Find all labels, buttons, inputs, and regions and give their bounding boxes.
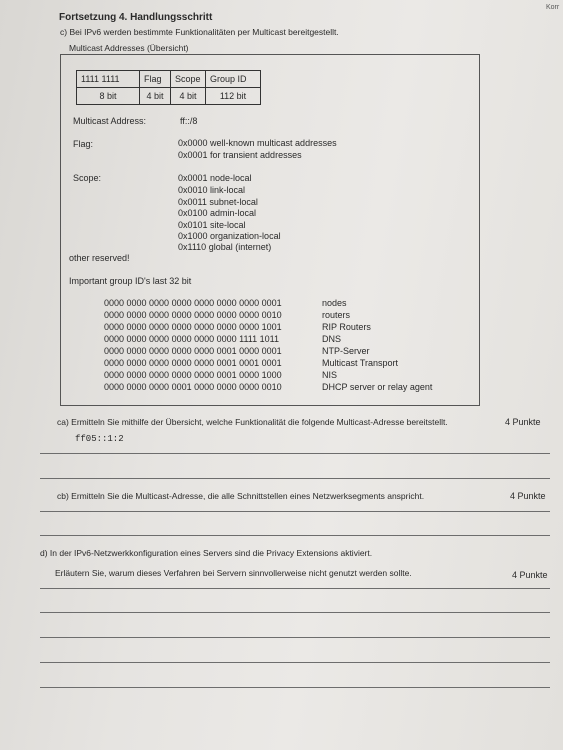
question-d-points: 4 Punkte: [512, 570, 548, 580]
group-row-bits: 0000 0000 0000 0000 0000 0000 0000 0010: [104, 310, 282, 320]
answer-line[interactable]: [40, 662, 550, 663]
answer-line[interactable]: [40, 478, 550, 479]
question-d-subtask: Erläutern Sie, warum dieses Verfahren bei Servern sinnvollerweise nicht genutzt werden sollte.: [55, 568, 412, 578]
group-row-name: routers: [322, 310, 351, 320]
group-row-name: Multicast Transport: [322, 358, 399, 368]
group-row-bits: 0000 0000 0000 0001 0000 0000 0000 0010: [104, 382, 282, 392]
answer-line[interactable]: [40, 511, 550, 512]
group-row-bits: 0000 0000 0000 0000 0000 0001 0000 1000: [104, 370, 282, 380]
scope-value: 0x1110 global (internet): [178, 242, 272, 252]
multicast-address-label: Multicast Address:: [73, 116, 147, 126]
scope-value: 0x0100 admin-local: [178, 208, 257, 218]
answer-line[interactable]: [40, 588, 550, 589]
overview-title: Multicast Addresses (Übersicht): [69, 43, 189, 53]
table-cell: 4 bit: [171, 88, 206, 105]
flag-value: 0x0000 well-known multicast addresses: [178, 138, 337, 148]
table-cell: Group ID: [206, 71, 261, 88]
group-id-title: Important group ID's last 32 bit: [69, 276, 192, 286]
margin-note: Korr: [546, 4, 560, 11]
question-ca-points: 4 Punkte: [505, 417, 541, 427]
multicast-address-value: ff::/8: [180, 116, 198, 126]
answer-line[interactable]: [40, 535, 550, 536]
table-row: [77, 71, 261, 88]
question-ca: ca) Ermitteln Sie mithilfe der Übersicht, welche Funktionalität die folgende Multicast-Adresse bereitstellt.: [57, 417, 448, 427]
group-row-bits: 0000 0000 0000 0000 0000 0001 0001 0001: [104, 358, 282, 368]
answer-line[interactable]: [40, 612, 550, 613]
question-cb: cb) Ermitteln Sie die Multicast-Adresse, die alle Schnittstellen eines Netzwerksegments anspricht.: [57, 491, 425, 501]
answer-line[interactable]: [40, 687, 550, 688]
table-cell: 1111 1111: [77, 71, 140, 88]
other-reserved-note: other reserved!: [69, 253, 130, 263]
question-cb-points: 4 Punkte: [510, 491, 546, 501]
scope-value: 0x0010 link-local: [178, 185, 246, 195]
flag-label: Flag:: [73, 139, 94, 149]
answer-line[interactable]: [40, 637, 550, 638]
address-format-table: [76, 70, 261, 105]
group-row-name: DNS: [322, 334, 342, 344]
scope-value: 0x0011 subnet-local: [178, 197, 258, 207]
group-row-bits: 0000 0000 0000 0000 0000 0000 0000 0001: [104, 298, 282, 308]
scope-label: Scope:: [73, 173, 102, 183]
group-row-name: DHCP server or relay agent: [322, 382, 433, 392]
table-cell: Flag: [140, 71, 171, 88]
question-ca-address: ff05::1:2: [75, 434, 124, 444]
group-row-name: nodes: [322, 298, 347, 308]
table-cell: 112 bit: [206, 88, 261, 105]
group-row-name: RIP Routers: [322, 322, 371, 332]
group-row-bits: 0000 0000 0000 0000 0000 0001 0000 0001: [104, 346, 282, 356]
group-row-name: NTP-Server: [322, 346, 370, 356]
table-cell: 4 bit: [140, 88, 171, 105]
page-heading: Fortsetzung 4. Handlungsschritt: [59, 12, 213, 23]
answer-line[interactable]: [40, 453, 550, 454]
scope-value: 0x1000 organization-local: [178, 231, 281, 241]
question-d: d) In der IPv6-Netzwerkkonfiguration eines Servers sind die Privacy Extensions aktiviert.: [40, 548, 373, 558]
table-cell: 8 bit: [77, 88, 140, 105]
table-row: [77, 88, 261, 105]
group-row-bits: 0000 0000 0000 0000 0000 0000 0000 1001: [104, 322, 282, 332]
table-cell: Scope: [171, 71, 206, 88]
flag-value: 0x0001 for transient addresses: [178, 150, 302, 160]
group-row-name: NIS: [322, 370, 338, 380]
scope-value: 0x0001 node-local: [178, 173, 252, 183]
task-c-text: c) Bei IPv6 werden bestimmte Funktionalitäten per Multicast bereitgestellt.: [60, 27, 339, 37]
scope-value: 0x0101 site-local: [178, 220, 246, 230]
group-row-bits: 0000 0000 0000 0000 0000 0000 1111 1011: [104, 334, 280, 344]
